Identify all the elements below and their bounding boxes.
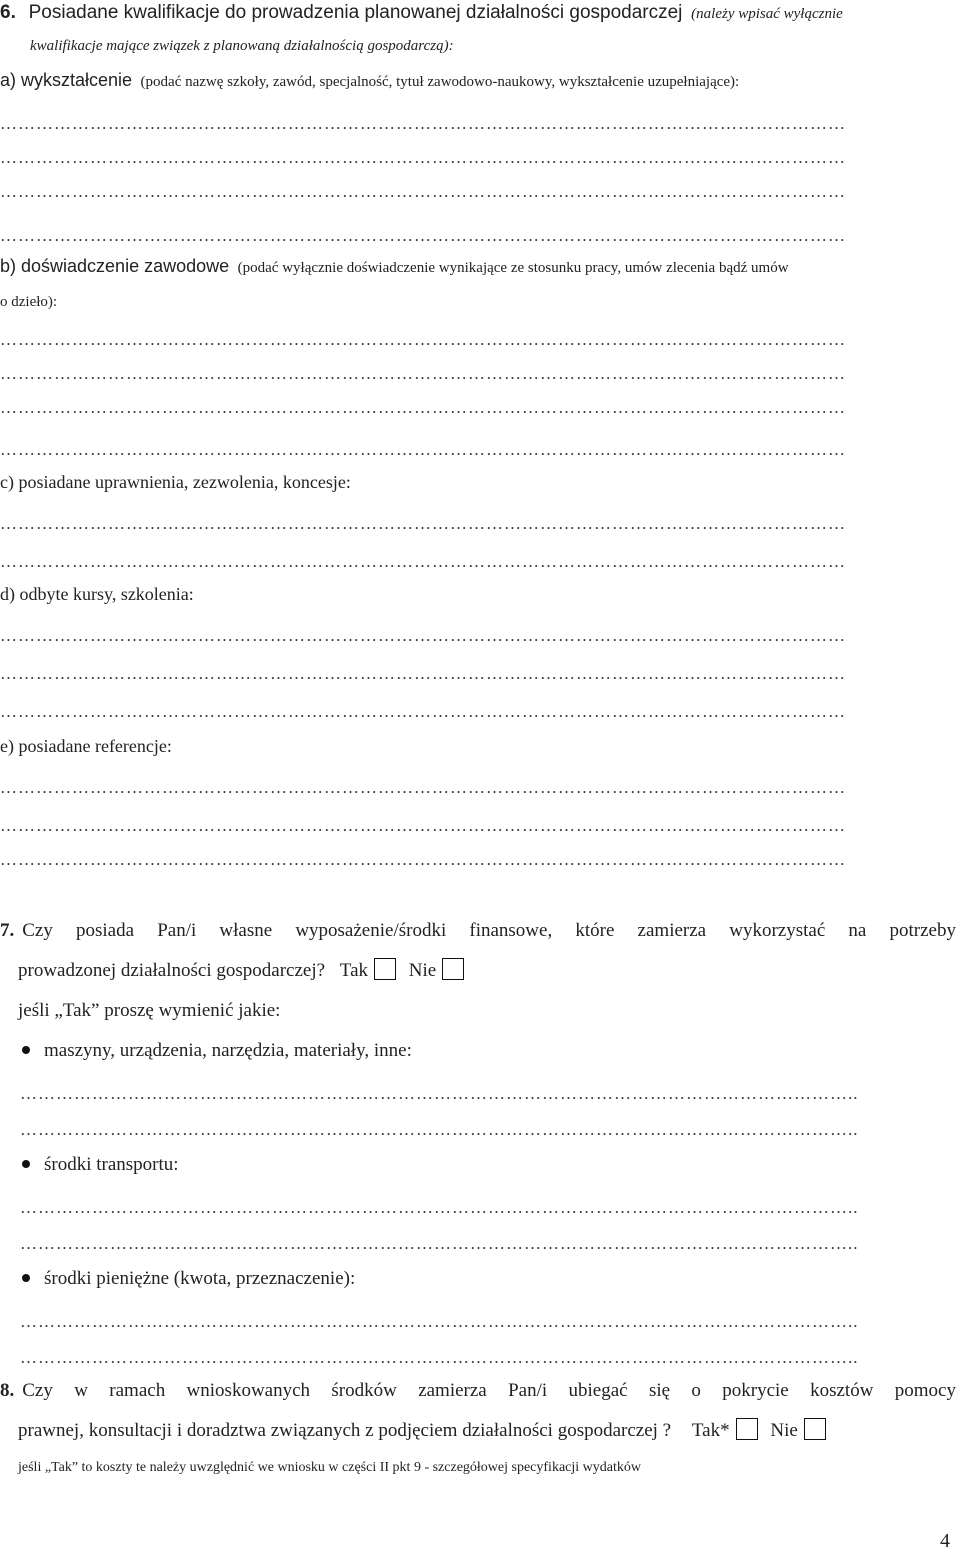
bullet-icon xyxy=(22,1046,30,1054)
section-6-heading xyxy=(0,2,843,24)
section-8-no-checkbox[interactable] xyxy=(804,1418,826,1440)
section-7-question: Czy posiada Pan/i własne wyposażenie/środki finansowe, które zamierza wykorzystać na potrzeby xyxy=(22,920,956,941)
answer-line-equipment-2[interactable]: ………………………………………………………………………………………………………………………….. xyxy=(20,1120,859,1139)
answer-line-d-1[interactable]: …………………………………………………………………………………………………………………………… xyxy=(0,626,846,645)
section-6-title: Posiadane kwalifikacje do prowadzenia planowanej działalności gospodarczej xyxy=(28,2,683,23)
answer-line-transport-1[interactable]: ………………………………………………………………………………………………………………………….. xyxy=(20,1198,859,1217)
answer-line-funds-2[interactable]: ………………………………………………………………………………………………………………………….. xyxy=(20,1348,859,1367)
section-6-number: 6. xyxy=(0,2,16,23)
item-a-note: (podać nazwę szkoły, zawód, specjalność, tytuł zawodowo-naukowy, wykształcenie uzupełniające): xyxy=(140,74,740,90)
item-e-label: e) posiadane referencje: xyxy=(0,736,172,756)
answer-line-b-2[interactable]: …………………………………………………………………………………………………………………………… xyxy=(0,364,846,383)
section-8-no-label: Nie xyxy=(770,1420,798,1441)
answer-line-a-2[interactable]: …………………………………………………………………………………………………………………………… xyxy=(0,148,846,167)
section-7-no-checkbox[interactable] xyxy=(442,958,464,980)
section-8-footnote: jeśli „Tak” to koszty te należy uwzględnić we wniosku w części II pkt 9 - szczegółowej specyfikacji wydatków xyxy=(18,1460,641,1475)
answer-line-e-1[interactable]: …………………………………………………………………………………………………………………………… xyxy=(0,778,846,797)
bullet-transport-label: środki transportu: xyxy=(44,1154,179,1175)
answer-line-funds-1[interactable]: ………………………………………………………………………………………………………………………….. xyxy=(20,1312,859,1331)
section-7-question-line-1 xyxy=(0,920,956,942)
section-8-question: Czy w ramach wnioskowanych środków zamierza Pan/i ubiegać się o pokrycie kosztów pomocy xyxy=(22,1380,956,1401)
answer-line-b-3[interactable]: …………………………………………………………………………………………………………………………… xyxy=(0,398,846,417)
answer-line-a-3[interactable]: …………………………………………………………………………………………………………………………… xyxy=(0,182,846,201)
answer-line-c-1[interactable]: …………………………………………………………………………………………………………………………… xyxy=(0,514,846,533)
bullet-icon xyxy=(22,1160,30,1168)
section-7-no-label: Nie xyxy=(408,960,437,981)
page-number: 4 xyxy=(940,1530,950,1552)
section-6-note: (należy wpisać wyłącznie xyxy=(691,6,843,22)
section-7-if-yes: jeśli „Tak” proszę wymienić jakie: xyxy=(18,1000,281,1021)
bullet-item-transport xyxy=(22,1154,179,1176)
item-b-label: b) doświadczenie zawodowe xyxy=(0,256,230,276)
bullet-item-funds xyxy=(22,1268,355,1290)
answer-line-transport-2[interactable]: ………………………………………………………………………………………………………………………….. xyxy=(20,1234,859,1253)
item-b-note-continued: o dzieło): xyxy=(0,294,58,310)
item-d-label: d) odbyte kursy, szkolenia: xyxy=(0,584,194,604)
section-8-yes-checkbox[interactable] xyxy=(736,1418,758,1440)
section-7-yes-checkbox[interactable] xyxy=(374,958,396,980)
bullet-funds-label: środki pieniężne (kwota, przeznaczenie): xyxy=(44,1268,356,1289)
answer-line-equipment-1[interactable]: ………………………………………………………………………………………………………………………….. xyxy=(20,1084,859,1103)
section-8-question-line-1 xyxy=(0,1380,956,1402)
item-a-label: a) wykształcenie xyxy=(0,70,133,90)
answer-line-d-3[interactable]: …………………………………………………………………………………………………………………………… xyxy=(0,702,846,721)
answer-line-c-2[interactable]: …………………………………………………………………………………………………………………………… xyxy=(0,552,846,571)
bullet-icon xyxy=(22,1274,30,1282)
answer-line-b-1[interactable]: …………………………………………………………………………………………………………………………… xyxy=(0,330,846,349)
answer-line-e-3[interactable]: …………………………………………………………………………………………………………………………… xyxy=(0,850,846,869)
section-7-question-continued: prowadzonej działalności gospodarczej? xyxy=(18,960,326,981)
section-7-yes-label: Tak xyxy=(339,960,369,981)
bullet-item-equipment xyxy=(22,1040,412,1062)
answer-line-a-4[interactable]: …………………………………………………………………………………………………………………………… xyxy=(0,226,846,245)
answer-line-b-4[interactable]: …………………………………………………………………………………………………………………………… xyxy=(0,440,846,459)
answer-line-d-2[interactable]: …………………………………………………………………………………………………………………………… xyxy=(0,664,846,683)
answer-line-e-2[interactable]: …………………………………………………………………………………………………………………………… xyxy=(0,816,846,835)
section-6-note-continued: kwalifikacje mające związek z planowaną działalnością gospodarczą): xyxy=(30,38,454,54)
section-7-question-line-2 xyxy=(18,960,464,983)
section-8-question-line-2 xyxy=(18,1420,826,1443)
answer-line-a-1[interactable]: …………………………………………………………………………………………………………………………… xyxy=(0,114,846,133)
section-8-yes-label: Tak* xyxy=(691,1420,730,1441)
item-c-label: c) posiadane uprawnienia, zezwolenia, koncesje: xyxy=(0,472,351,492)
item-b-note: (podać wyłącznie doświadczenie wynikające ze stosunku pracy, umów zlecenia bądź umów xyxy=(237,260,789,276)
item-b-heading xyxy=(0,256,789,277)
bullet-equipment-label: maszyny, urządzenia, narzędzia, materiały, inne: xyxy=(44,1040,412,1061)
section-8-question-continued: prawnej, konsultacji i doradztwa związanych z podjęciem działalności gospodarczej ? xyxy=(18,1420,672,1441)
section-7-number: 7. xyxy=(0,920,15,941)
item-a-heading xyxy=(0,70,739,91)
section-8-number: 8. xyxy=(0,1380,15,1401)
